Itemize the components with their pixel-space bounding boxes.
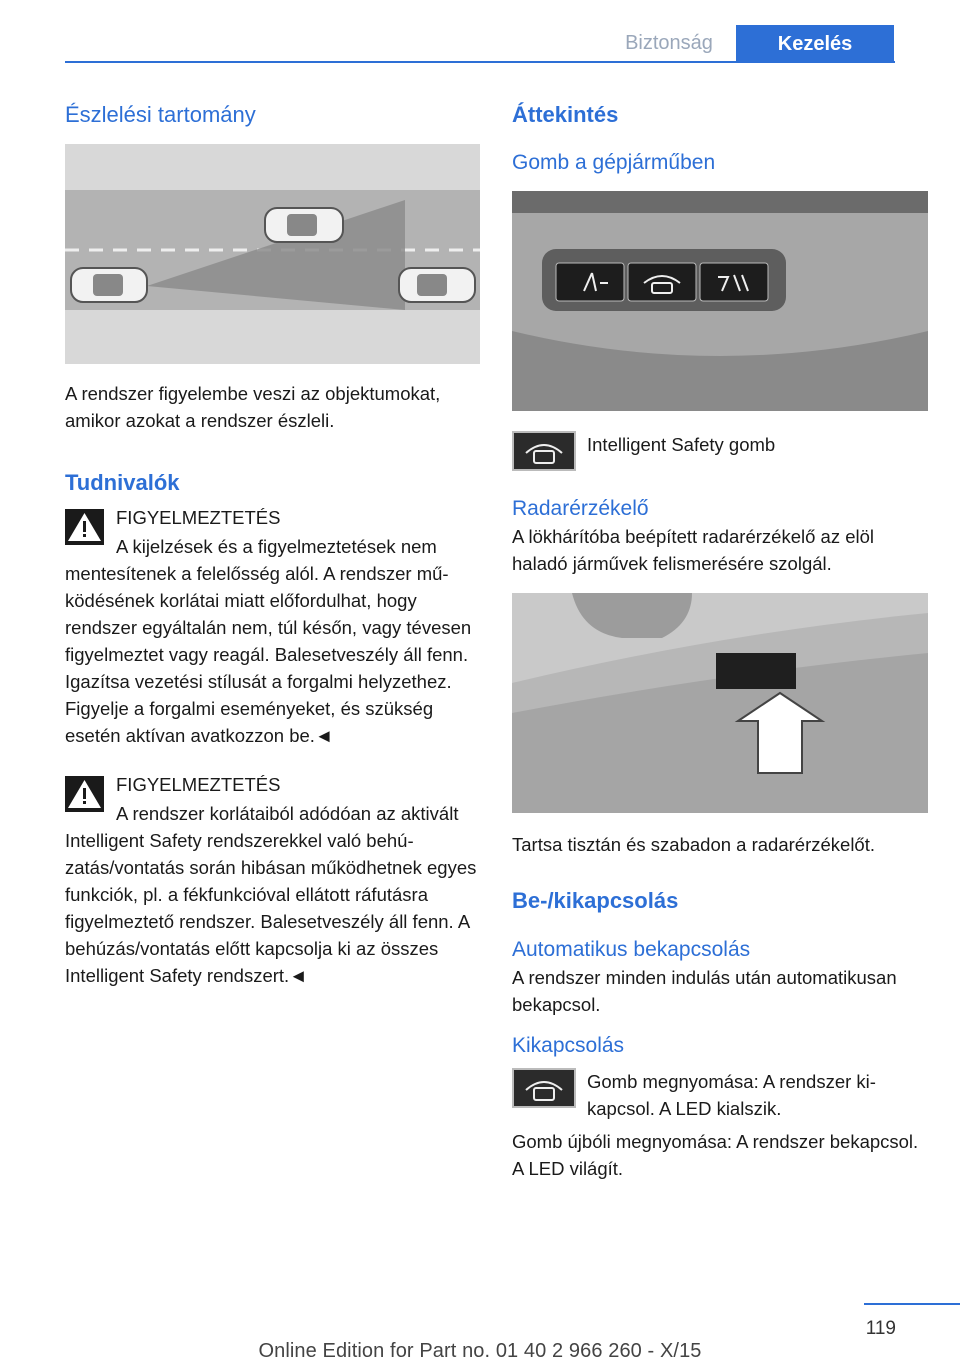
page-header xyxy=(0,25,960,62)
warning-block xyxy=(65,771,480,989)
page-number: 119 xyxy=(865,1318,896,1339)
warning-label: FIGYELMEZTETÉS xyxy=(116,507,281,528)
edition-footer: Online Edition for Part no. 01 40 2 966 260 - X/15 xyxy=(258,1340,702,1362)
left-column xyxy=(65,100,480,989)
radar-sensor-illustration xyxy=(512,593,928,813)
header-rule xyxy=(65,61,895,63)
auto-on-text: A rendszer minden indulás után automatikusan bekapcsol. xyxy=(512,967,897,1015)
section-title-detection-range: Észlelési tartomány xyxy=(65,102,256,127)
warning-text: A kijelzések és a figyelmeztetések nem mentesítenek a felelősség alól. A rendszer működésének korlátai miatt előfordulhat, hogy rendszer egyáltalán nem, túl későn, vagy tévesen figyelmeztet vagy reagál. Balesetveszély áll fenn. Igazítsa vezetési stílusát a forgalmi helyzethez. Figyelje a forgalmi eseményeket, és szükség esetén aktívan avatkozzon be.◄ xyxy=(65,536,472,746)
subsection-title-radar: Radarérzékelő xyxy=(512,497,649,520)
warning-triangle-icon xyxy=(65,509,104,545)
off-instruction-row xyxy=(512,1068,928,1122)
figure-caption: A rendszer figyelembe veszi az objektumokat, amikor azokat a rendszer észleli. xyxy=(65,383,441,431)
intelligent-safety-button-icon xyxy=(512,1068,576,1108)
detection-range-illustration xyxy=(65,144,480,364)
button-legend-row xyxy=(512,431,928,471)
tab-kezeles[interactable]: Kezelés xyxy=(736,25,894,63)
subsection-title-auto-on: Automatikus bekapcsolás xyxy=(512,938,751,961)
reon-instruction-text: Gomb újbóli megnyomása: A rendszer bekapcsol. A LED világít. xyxy=(512,1131,919,1179)
section-title-on-off: Be-/kikapcsolás xyxy=(512,888,679,913)
footer-rule xyxy=(864,1303,960,1305)
detection-range-figure xyxy=(65,144,480,364)
right-column xyxy=(512,100,928,1182)
radar-sensor-figure xyxy=(512,593,928,813)
intelligent-safety-button-icon xyxy=(512,431,576,471)
off-instruction-text: Gomb megnyomása: A rendszer kikapcsol. A LED kialszik. xyxy=(587,1071,876,1119)
radar-caption: Tartsa tisztán és szabadon a radarérzékelőt. xyxy=(512,834,875,855)
car-top-icon xyxy=(71,268,147,302)
car-top-icon xyxy=(265,208,343,242)
radar-description: A lökhárítóba beépített radarérzékelő az elöl haladó járművek felismerésére szolgál. xyxy=(512,526,875,574)
tab-biztonsag[interactable]: Biztonság xyxy=(625,31,713,54)
car-top-icon xyxy=(399,268,475,302)
button-panel-figure xyxy=(512,191,928,411)
button-panel-illustration xyxy=(512,191,928,411)
subsection-title-button: Gomb a gépjárműben xyxy=(512,151,716,174)
warning-text: A rendszer korlátaiból adódóan az aktivált Intelligent Safety rendszerekkel való behúzatás/vontatás során hibásan működhetnek egyes funkciók, pl. a fékfunkcióval ellátott ráfutásra figyelmeztető rendszer. Balesetveszély áll fenn. A behúzás/vontatás előtt kapcsolja ki az összes Intelligent Safety rendszert.◄ xyxy=(65,803,477,986)
section-title-overview: Áttekintés xyxy=(512,102,619,127)
warning-triangle-icon xyxy=(65,776,104,812)
warning-block xyxy=(65,504,480,749)
section-title-notes: Tudnivalók xyxy=(65,470,180,495)
button-legend-label: Intelligent Safety gomb xyxy=(587,434,776,455)
warning-label: FIGYELMEZTETÉS xyxy=(116,774,281,795)
subsection-title-off: Kikapcsolás xyxy=(512,1034,625,1057)
